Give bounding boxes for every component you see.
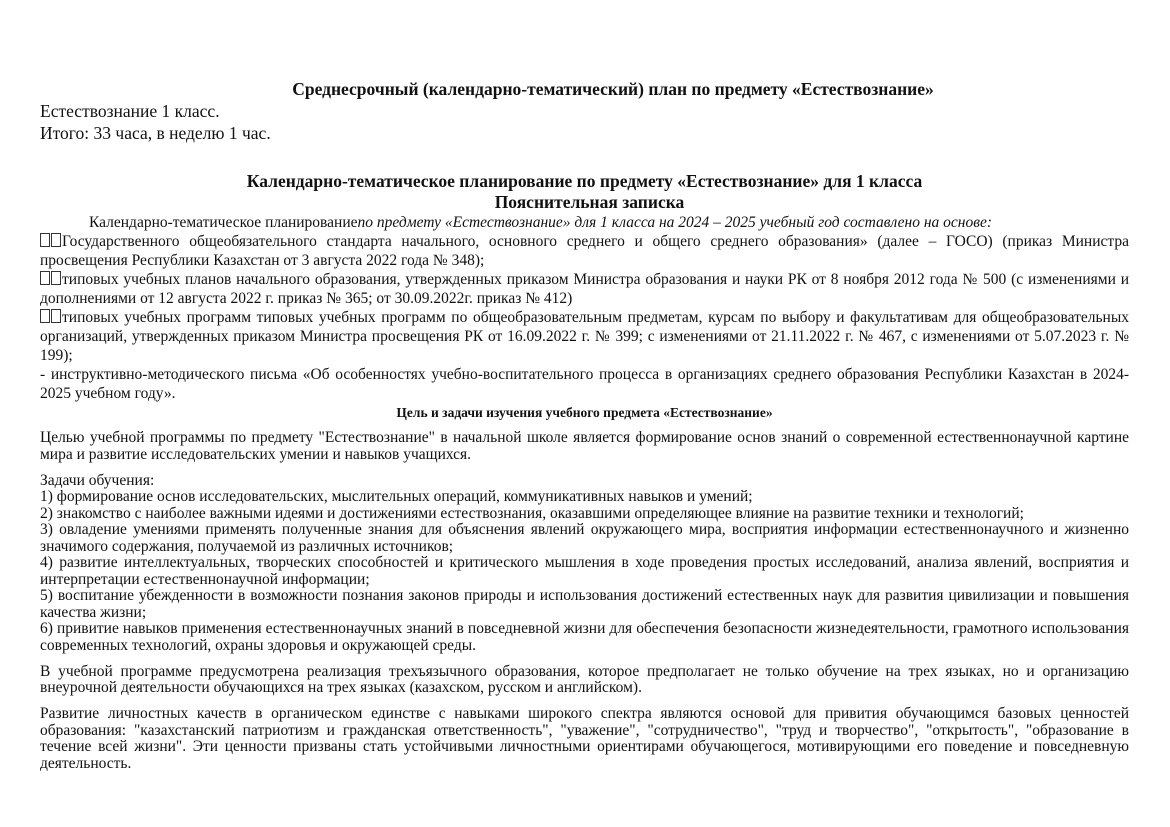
basis-item [40, 308, 1129, 365]
basis-item-text: Государственного общеобязательного стандарта начального, основного среднего и общего среднего образования» (далее – ГОСО) (приказ Министра просвещения Республики Казахстан от 3 августа 2022 года № 348); [40, 233, 1129, 269]
basis-item-text: типовых учебных программ типовых учебных программ по общеобразовательным предметам, курсам по выбору и факультативам для общеобразовательных организаций, утвержденных приказом Министра просвещения РК от 16.09.2022 г. № 399; с изменениями от 21.11.2022 г. № 467, с изменениями от 5.07.2023 г. № 199); [40, 309, 1129, 364]
basis-intro-regular: Календарно-тематическое планирование [89, 214, 358, 231]
basis-item [40, 365, 1129, 403]
basis-item [40, 270, 1129, 308]
main-title: Среднесрочный (календарно-тематический) план по предмету «Естествознание» [292, 79, 934, 99]
task-item: 3) овладение умениями применять полученные знания для объяснения явлений окружающего мира, восприятия информации естественнонаучного и жизненно значимого содержания, получаемой из различных источников; [40, 521, 1129, 555]
missing-glyph-icon [51, 271, 61, 285]
spacer [40, 463, 1129, 473]
goal-paragraph: Целью учебной программы по предмету "Естествознание" в начальной школе является формирование основ знаний о современной естественнонаучной картине мира и развитие исследовательских умении и навыков учащихся. [40, 429, 1129, 463]
basis-item [40, 232, 1129, 270]
spacer [40, 144, 1129, 171]
missing-glyph-icon [40, 233, 50, 247]
task-item: 5) воспитание убежденности в возможности познания законов природы и использования достижений естественных наук для развития цивилизации и повышения качества жизни; [40, 587, 1129, 621]
basis-intro-italic: по предмету «Естествознание» для 1 класса на 2024 – 2025 учебный год составлено на основе: [357, 214, 992, 231]
task-item: 4) развитие интеллектуальных, творческих способностей и критического мышления в ходе проведения простых исследований, анализа явлений, восприятия и интерпретации естественнонаучной информации; [40, 554, 1129, 588]
values-paragraph: Развитие личностных качеств в органическом единстве с навыками широкого спектра являются основой для привития обучающимся базовых ценностей образования: "казахстанский патриотизм и гражданская ответственность", "уважение", "сотрудничество", "труд и творчество", "открытость", "образование в течение всей жизни". Эти ценности призваны стать устойчивыми личностными ориентирами обучающегося, мотивирующими его поведение и повседневную деятельность. [40, 705, 1129, 772]
trilingual-paragraph: В учебной программе предусмотрена реализация трехъязычного образования, которое предполагает не только обучение на трех языках, но и организацию внеурочной деятельности обучающихся на трех языках (казахском, русском и английском). [40, 662, 1129, 696]
basis-item-text: - инструктивно-методического письма «Об особенностях учебно-воспитательного процесса в организациях среднего образования Республики Казахстан в 2024-2025 учебном году». [40, 366, 1129, 402]
tasks-label: Задачи обучения: [40, 471, 155, 489]
missing-glyph-icon [51, 233, 61, 247]
basis-item-text: типовых учебных планов начального образования, утвержденных приказом Министра образования и науки РК от 8 ноября 2012 года № 500 (с изменениями и дополнениями от 12 августа 2022 г. приказ № 365; от 30.09.2022г. приказ № 412) [40, 271, 1129, 307]
task-item: 1) формирование основ исследовательских, мыслительных операций, коммуникативных навыков и умений; [40, 488, 753, 505]
task-item: 6) привитие навыков применения естественнонаучных знаний в повседневной жизни для обеспечения безопасности жизнедеятельности, грамотного использования современных технологий, охраны здоровья и окружающей среды. [40, 620, 1129, 654]
hours-line: Итого: 33 часа, в неделю 1 час. [40, 123, 271, 143]
document-page [40, 78, 1129, 772]
subject-line: Естествознание 1 класс. [40, 101, 220, 121]
missing-glyph-icon [40, 271, 50, 285]
missing-glyph-icon [40, 309, 50, 323]
task-item: 2) знакомство с наиболее важными идеями и достижениями естествознания, оказавшими определяющее влияние на развитие техники и технологий; [40, 504, 1024, 522]
goals-heading: Цель и задачи изучения учебного предмета «Естествознание» [396, 405, 773, 420]
note-title: Пояснительная записка [494, 192, 685, 212]
basis-intro [40, 213, 1129, 232]
missing-glyph-icon [51, 309, 61, 323]
section-title: Календарно-тематическое планирование по предмету «Естествознание» для 1 класса [246, 171, 923, 191]
